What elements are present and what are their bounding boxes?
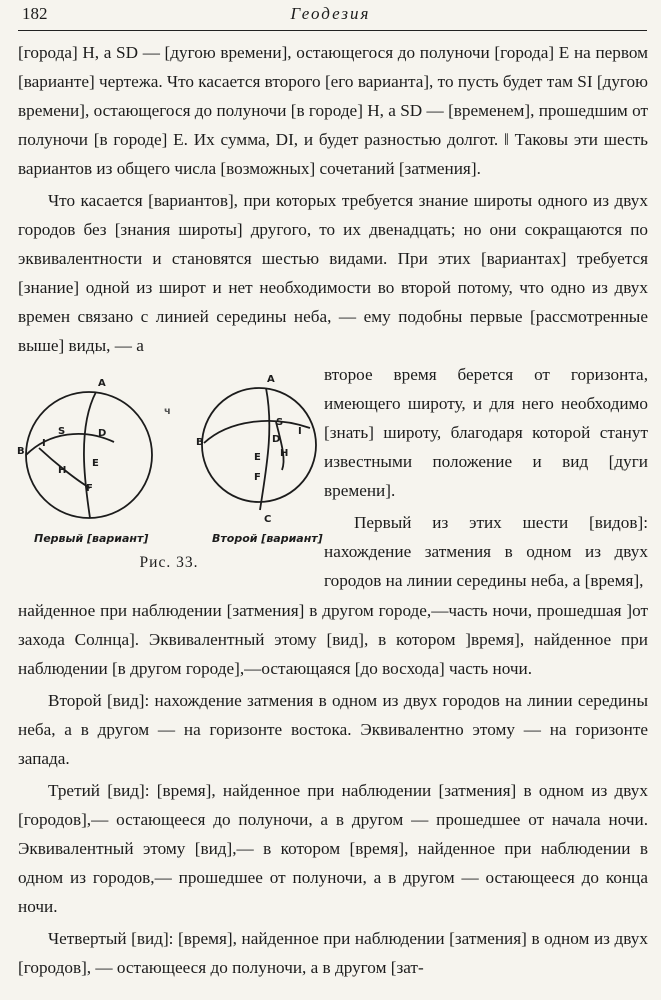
- right-label-I: I: [298, 426, 302, 437]
- left-label-E: E: [92, 458, 99, 469]
- paragraph-8: Четвертый [вид]: [время], найденное при наблюдении [затмения] в одном из двух [городов], — остающееся до полуночи, а в другом [зат-: [18, 929, 648, 977]
- left-label-H: H: [58, 465, 67, 476]
- right-point-labels: [196, 374, 302, 525]
- right-horizon-circle: [202, 388, 316, 502]
- left-label-D: D: [98, 428, 107, 439]
- right-label-E: E: [254, 452, 261, 463]
- small-mark: ч: [164, 406, 171, 417]
- left-label-A: A: [98, 378, 106, 389]
- diagram-second-variant: [202, 388, 316, 510]
- paragraph-2: Что касается [вариантов], при которых требуется знание широты одного из двух городов без [знания широты] другого, то их двенадцать; но они сокращаются по эквивалентности и становятся шестью видами. При этих [вариантах] требуется [знание] одной из широт и нет необходимости во второй потому, что одно из двух времен связано с линией середины неба, — ему подобны первые [рассмотренные выше] виды, — а: [18, 191, 648, 355]
- right-meridian-arc: [260, 388, 269, 510]
- header-rule: [18, 30, 647, 31]
- page-number: 182: [22, 4, 48, 23]
- right-label-H: H: [280, 448, 289, 459]
- paragraph-5: найденное при наблюдении [затмения] в другом городе,—часть ночи, прошедшая ]от захода Солнца]. Эквивалентный этому [вид], в котором ]время], найденное при наблюдении [в другом городе],—остающаяся [до восхода] часть ночи.: [18, 601, 648, 678]
- right-label-S: S: [276, 417, 284, 428]
- paragraph-4: Первый из этих шести [видов]: нахождение затмения в одном из двух городов на линии середины неба, а [время],: [324, 513, 648, 590]
- right-label-A: A: [267, 374, 275, 385]
- paragraph-6: Второй [вид]: нахождение затмения в одном из двух городов на линии середины неба, а в другом — на горизонте востока. Эквивалентно этому — на горизонте запада.: [18, 691, 648, 768]
- left-label-F: F: [86, 483, 93, 494]
- right-label-F: F: [254, 472, 261, 483]
- left-meridian-arc: [84, 392, 96, 518]
- paragraph-1: [города] H, а SD — [дугою времени], остающегося до полуночи [города] E на первом [варианте] чертежа. Что касается второго [его варианта], то пусть будет там SI [дугою времени], остающегося до полуночи [в городе] H, а SD — [временем], прошедшим от полуночи [в городе] E. Их сумма, DI, и будет разностью долгот. ‖ Таковы эти шесть вариантов из общего числа [возможных] сочетаний [затмения].: [18, 43, 648, 178]
- right-label-B: B: [196, 437, 204, 448]
- text-block-bottom: [18, 596, 648, 982]
- right-time-arc: [276, 422, 284, 470]
- figure-33: [14, 370, 324, 590]
- right-label-C: C: [264, 514, 272, 525]
- label-second-variant: Второй [вариант]: [212, 532, 323, 545]
- paragraph-3: второе время берется от горизонта, имеющего широту, и для него необходимо [знать] широту, благодаря которой станут известными положение и вид [дуги времени].: [324, 365, 648, 500]
- right-label-D: D: [272, 434, 281, 445]
- text-block-beside-figure: [324, 360, 648, 595]
- figure-caption: Рис. 33.: [139, 554, 199, 571]
- text-block-top: [18, 38, 648, 360]
- running-title: Геодезия: [290, 4, 371, 23]
- left-label-S: S: [58, 426, 66, 437]
- right-horizon-arc: [204, 421, 310, 443]
- left-label-B: B: [17, 446, 25, 457]
- figure-diagrams: [14, 370, 324, 550]
- diagram-first-variant: [26, 392, 152, 518]
- left-label-I: I: [42, 438, 46, 449]
- paragraph-7: Третий [вид]: [время], найденное при наблюдении [затмения] в одном из двух [городов],— остающееся до полуночи, а в другом — прошедшее от начала ночи. Эквивалентный этому [вид],— в котором [время], найденное при наблюдении в одном из городов,— прошедшее от полуночи, а в другом — остающееся до конца ночи.: [18, 781, 648, 916]
- label-first-variant: Первый [вариант]: [34, 532, 149, 545]
